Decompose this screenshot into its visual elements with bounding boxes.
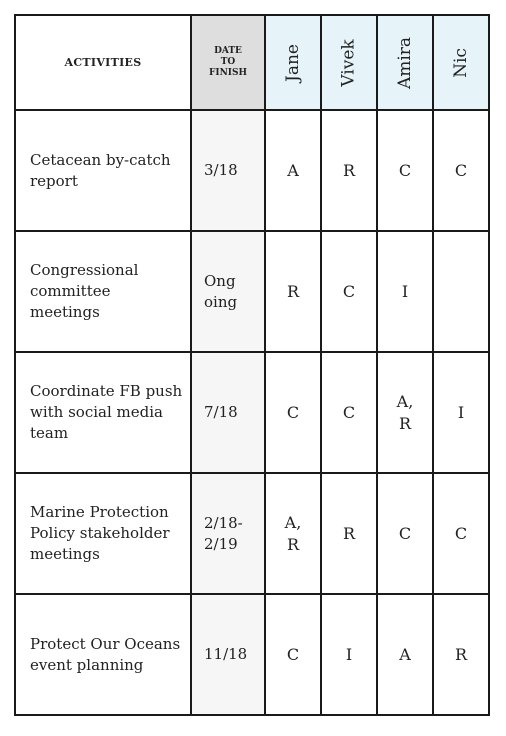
raci-cell [433, 231, 489, 352]
person-name: Vivek [338, 38, 359, 87]
raci-cell: I [433, 352, 489, 473]
raci-cell: A [265, 110, 321, 231]
date-cell [191, 231, 265, 352]
table-row [15, 231, 489, 352]
date-cell [191, 473, 265, 594]
raci-cell: R [321, 110, 377, 231]
date-cell: 7/18 [191, 352, 265, 473]
table-row [15, 352, 489, 473]
raci-cell: C [265, 594, 321, 715]
raci-cell: C [433, 110, 489, 231]
raci-cell: C [321, 231, 377, 352]
date-text: 2/18-2/19 [204, 513, 243, 553]
raci-table [14, 14, 490, 716]
activities-header: ACTIVITIES [15, 15, 191, 110]
raci-cell: C [265, 352, 321, 473]
raci-cell: C [321, 352, 377, 473]
table-row [15, 473, 489, 594]
raci-cell: R [433, 594, 489, 715]
person-name: Jane [283, 43, 303, 82]
activity-cell: Cetacean by-catch report [15, 110, 191, 231]
activity-cell: Protect Our Oceans event planning [15, 594, 191, 715]
person-header-nic [433, 15, 489, 110]
raci-code: A, R [396, 391, 414, 433]
date-cell: 3/18 [191, 110, 265, 231]
raci-cell: C [377, 110, 433, 231]
raci-cell: I [377, 231, 433, 352]
raci-cell [265, 473, 321, 594]
date-text: Ongoing [204, 271, 238, 311]
date-header [191, 15, 265, 110]
raci-cell [377, 352, 433, 473]
table-row [15, 110, 489, 231]
person-name: Nic [451, 47, 471, 78]
raci-cell: I [321, 594, 377, 715]
person-name: Amira [394, 36, 415, 89]
raci-code: A, R [284, 512, 302, 554]
person-header-vivek [321, 15, 377, 110]
activity-cell: Marine Protection Policy stakeholder meetings [15, 473, 191, 594]
raci-cell: A [377, 594, 433, 715]
date-cell: 11/18 [191, 594, 265, 715]
activity-cell: Coordinate FB push with social media team [15, 352, 191, 473]
table-row [15, 594, 489, 715]
raci-cell: R [265, 231, 321, 352]
person-header-jane [265, 15, 321, 110]
activity-cell: Congressional committee meetings [15, 231, 191, 352]
raci-cell: C [377, 473, 433, 594]
header-row [15, 15, 489, 110]
raci-cell: R [321, 473, 377, 594]
raci-cell: C [433, 473, 489, 594]
date-header-label: DATE TO FINISH [208, 46, 248, 78]
person-header-amira [377, 15, 433, 110]
